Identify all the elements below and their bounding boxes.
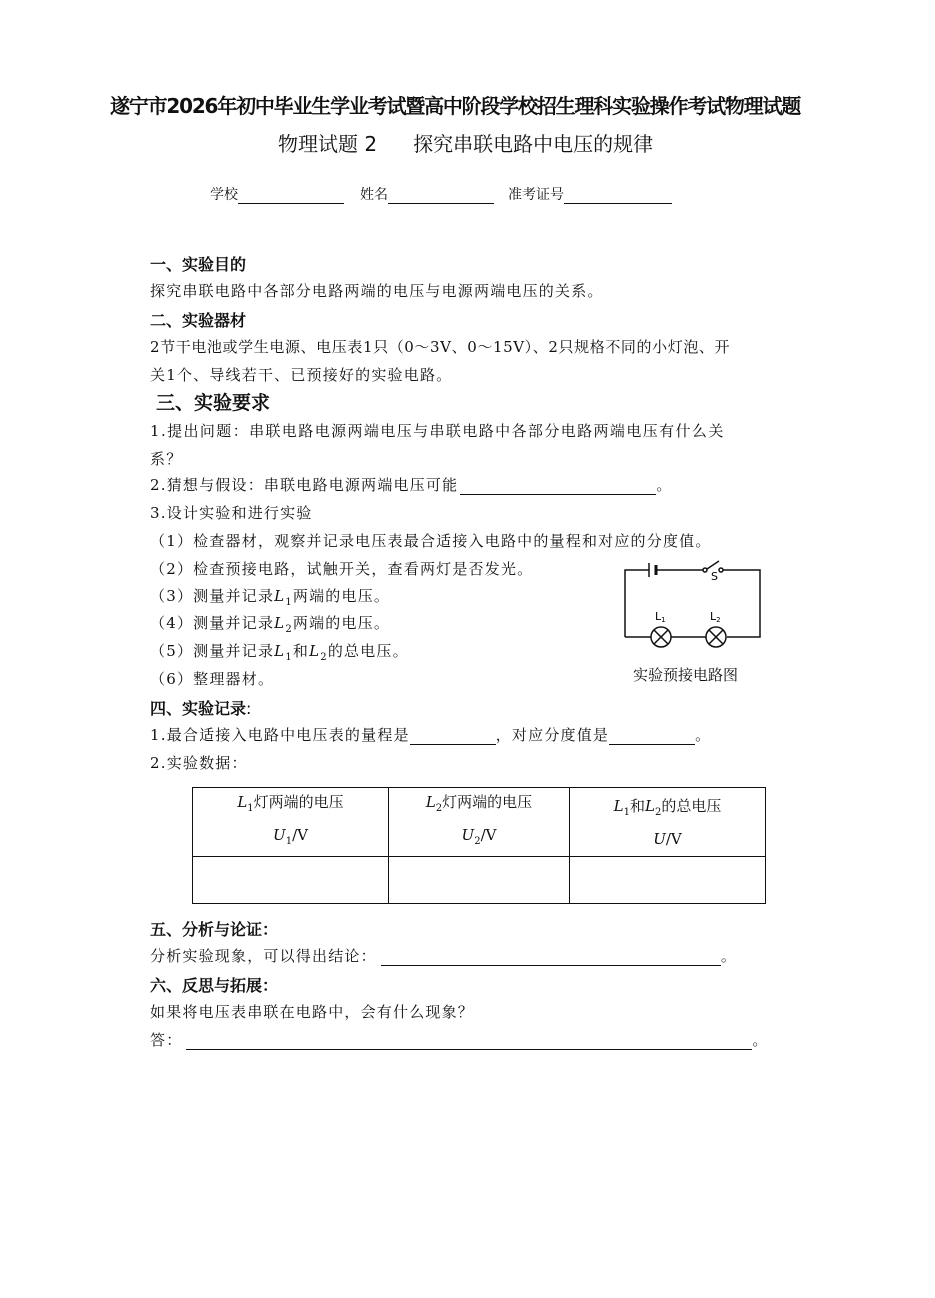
step-4 <box>150 612 390 635</box>
section1-text: 探究串联电路中各部分电路两端的电压与电源两端电压的关系。 <box>150 282 604 300</box>
answer-label: 答： <box>150 1031 183 1049</box>
step-3-pre: （3）测量并记录 <box>150 587 275 605</box>
id-field <box>508 184 672 204</box>
school-blank[interactable] <box>238 187 344 204</box>
step-4-post: 两端的电压。 <box>292 614 391 632</box>
circuit-caption: 实验预接电路图 <box>633 666 739 684</box>
step-5-symbol-b: L <box>309 642 321 660</box>
table-row <box>193 857 766 904</box>
step-5-post: 的总电压。 <box>327 642 409 660</box>
hypothesis-end: 。 <box>656 476 673 494</box>
hypothesis-text: 2.猜想与假设：串联电路电源两端电压可能 <box>150 476 459 494</box>
conclusion-text: 分析实验现象，可以得出结论： <box>150 947 377 965</box>
record-1-mid: ，对应分度值是 <box>495 726 610 744</box>
step-3-post: 两端的电压。 <box>292 587 391 605</box>
school-field <box>210 184 344 204</box>
id-label: 准考证号 <box>508 187 564 203</box>
step-3-sub: 1 <box>285 597 293 608</box>
section2-line2: 关1个、导线若干、已预接好的实验电路。 <box>150 366 453 384</box>
record-2: 2.实验数据： <box>150 754 248 772</box>
record-1-text: 1.最合适接入电路中电压表的量程是 <box>150 726 410 744</box>
design-heading: 3.设计实验和进行实验 <box>150 504 313 522</box>
question1-line2: 系？ <box>150 450 183 468</box>
name-field <box>360 184 494 204</box>
reflection-question: 如果将电压表串联在电路中，会有什么现象？ <box>150 1003 475 1021</box>
wire-left <box>625 570 649 637</box>
step-2: （2）检查预接电路，试触开关，查看两灯是否发光。 <box>150 560 534 578</box>
conclusion-line <box>150 945 737 966</box>
subtitle-number: 物理试题 2 <box>278 132 378 156</box>
step-3 <box>150 585 390 608</box>
section3-heading: 三、实验要求 <box>156 392 271 414</box>
step-3-symbol: L <box>274 587 286 605</box>
record-1-end: 。 <box>695 726 712 744</box>
header-total-voltage: $L_1$和$L_2$的总电压 U/V <box>570 788 766 857</box>
step-5-sub-b: 2 <box>320 652 328 663</box>
conclusion-end: 。 <box>720 947 738 965</box>
section1-heading: 一、实验目的 <box>150 255 247 274</box>
switch-blade <box>707 561 719 569</box>
exam-title: 遂宁市2026年初中毕业生学业考试暨高中阶段学校招生理科实验操作考试物理试题 <box>110 94 801 118</box>
hypothesis-line <box>150 474 673 495</box>
answer-blank[interactable] <box>186 1033 752 1050</box>
record-1 <box>150 724 711 745</box>
table-header-row <box>193 788 766 857</box>
step-5-mid: 和 <box>292 642 310 660</box>
step-4-sub: 2 <box>285 624 293 635</box>
step-4-symbol: L <box>274 614 286 632</box>
cell-u-total[interactable] <box>570 857 766 904</box>
hypothesis-blank[interactable] <box>460 478 656 495</box>
range-blank[interactable] <box>410 728 496 745</box>
section4-heading-text: 四、实验记录 <box>150 699 247 718</box>
page-subtitle <box>278 128 653 157</box>
id-blank[interactable] <box>564 187 672 204</box>
header-l2-voltage: $L_2$灯两端的电压 $U_2/V$ <box>389 788 570 857</box>
conclusion-blank[interactable] <box>381 949 721 966</box>
name-blank[interactable] <box>388 187 494 204</box>
section4-heading-colon: : <box>246 699 252 718</box>
cell-u2[interactable] <box>389 857 570 904</box>
school-label: 学校 <box>210 187 238 203</box>
wire-right <box>723 570 760 637</box>
subtitle-topic: 探究串联电路中电压的规律 <box>413 132 654 156</box>
header-l1-voltage: $L_1$灯两端的电压 $U_1/V$ <box>193 788 389 857</box>
step-6: （6）整理器材。 <box>150 670 275 688</box>
answer-end: 。 <box>752 1031 769 1049</box>
circuit-diagram <box>615 552 767 652</box>
lamp2-label: L2 <box>710 610 721 624</box>
switch-label: S <box>711 570 718 583</box>
section2-line1: 2节干电池或学生电源、电压表1只（0～3V、0～15V）、2只规格不同的小灯泡、开 <box>150 338 731 356</box>
cell-u1[interactable] <box>193 857 389 904</box>
step-5-pre: （5）测量并记录 <box>150 642 275 660</box>
question1-line1: 1.提出问题：串联电路电源两端电压与串联电路中各部分电路两端电压有什么关 <box>150 422 725 440</box>
step-4-pre: （4）测量并记录 <box>150 614 275 632</box>
switch-contact <box>719 568 723 572</box>
answer-line <box>150 1029 769 1050</box>
step-1: （1）检查器材，观察并记录电压表最合适接入电路中的量程和对应的分度值。 <box>150 532 712 550</box>
data-table <box>192 787 766 904</box>
section2-heading: 二、实验器材 <box>150 311 247 330</box>
name-label: 姓名 <box>360 187 388 203</box>
section4-heading <box>150 696 251 719</box>
step-5-symbol-a: L <box>274 642 286 660</box>
switch-pivot <box>703 568 707 572</box>
section5-heading: 五、分析与论证： <box>150 920 279 939</box>
division-blank[interactable] <box>609 728 695 745</box>
step-5 <box>150 640 409 663</box>
step-5-sub-a: 1 <box>285 652 293 663</box>
section6-heading: 六、反思与拓展： <box>150 976 279 995</box>
lamp1-label: L1 <box>655 610 666 624</box>
